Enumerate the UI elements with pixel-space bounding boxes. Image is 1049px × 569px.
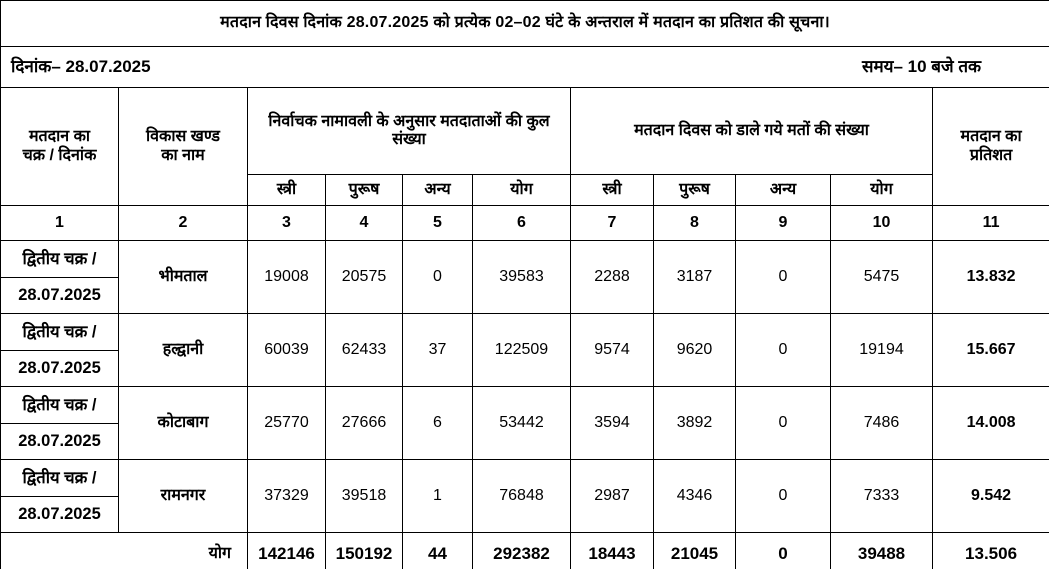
cell-electors-male: 27666: [326, 387, 403, 460]
total-electors-other: 44: [403, 533, 473, 569]
header-votes-female: स्त्री: [571, 175, 654, 206]
header-percent-line2: प्रतिशत: [969, 146, 1013, 164]
cell-votes-other: 0: [736, 460, 831, 533]
cell-votes-other: 0: [736, 314, 831, 387]
cell-electors-total: 53442: [473, 387, 571, 460]
column-number: 4: [326, 206, 403, 241]
cell-votes-male: 4346: [654, 460, 736, 533]
cell-votes-female: 9574: [571, 314, 654, 387]
header-electors-female: स्त्री: [248, 175, 326, 206]
cell-cycle: [1, 314, 119, 387]
title-row: [1, 1, 1049, 47]
header-electors-other: अन्य: [403, 175, 473, 206]
column-number: 7: [571, 206, 654, 241]
column-number: 6: [473, 206, 571, 241]
header-electors-male: पुरूष: [326, 175, 403, 206]
report-time: समय– 10 बजे तक: [861, 57, 982, 77]
column-number-row: [1, 206, 1049, 241]
cell-electors-other: 1: [403, 460, 473, 533]
cycle-date: 28.07.2025: [18, 358, 101, 377]
header-percent: [933, 88, 1049, 206]
header-cycle-line1: मतदान का: [28, 128, 91, 146]
cell-cycle: [1, 460, 119, 533]
cell-percent: 15.667: [933, 314, 1049, 387]
column-number: 11: [933, 206, 1049, 241]
header-group-votes: मतदान दिवस को डाले गये मतों की संख्या: [571, 88, 933, 175]
page-title: मतदान दिवस दिनांक 28.07.2025 को प्रत्येक 02–02 घंटे के अन्तराल में मतदान का प्रतिशत की सूचना।: [1, 1, 1049, 47]
cycle-name: द्वितीय चक्र /: [1, 315, 118, 351]
table-row: [1, 387, 1049, 460]
cycle-name: द्वितीय चक्र /: [1, 388, 118, 424]
cell-votes-female: 2987: [571, 460, 654, 533]
cell-electors-other: 6: [403, 387, 473, 460]
header-cycle: [1, 88, 119, 206]
column-number: 1: [1, 206, 119, 241]
cycle-date: 28.07.2025: [18, 504, 101, 523]
header-block-line1: विकास खण्ड: [146, 128, 220, 146]
cell-cycle: [1, 241, 119, 314]
cell-percent: 14.008: [933, 387, 1049, 460]
total-electors-female: 142146: [248, 533, 326, 569]
total-percent: 13.506: [933, 533, 1049, 569]
cell-votes-total: 7333: [831, 460, 933, 533]
total-votes-other: 0: [736, 533, 831, 569]
cell-block-name: रामनगर: [119, 460, 248, 533]
cell-block-name: हल्द्वानी: [119, 314, 248, 387]
header-electors-total: योग: [473, 175, 571, 206]
cell-block-name: भीमताल: [119, 241, 248, 314]
header-cycle-line2: चक्र / दिनांक: [22, 146, 97, 164]
cell-votes-other: 0: [736, 387, 831, 460]
cell-electors-female: 60039: [248, 314, 326, 387]
meta-cell: [1, 47, 1049, 88]
cell-votes-male: 3892: [654, 387, 736, 460]
header-votes-total: योग: [831, 175, 933, 206]
cell-electors-total: 122509: [473, 314, 571, 387]
cell-electors-other: 37: [403, 314, 473, 387]
total-electors-male: 150192: [326, 533, 403, 569]
cell-votes-total: 7486: [831, 387, 933, 460]
header-group-row: [1, 88, 1049, 175]
cell-votes-other: 0: [736, 241, 831, 314]
cell-cycle: [1, 387, 119, 460]
cell-electors-female: 19008: [248, 241, 326, 314]
column-number: 10: [831, 206, 933, 241]
cell-votes-female: 3594: [571, 387, 654, 460]
cycle-date: 28.07.2025: [18, 431, 101, 450]
report-date: दिनांक– 28.07.2025: [11, 57, 151, 77]
column-number: 5: [403, 206, 473, 241]
table-row: [1, 314, 1049, 387]
cell-percent: 9.542: [933, 460, 1049, 533]
cell-block-name: कोटाबाग: [119, 387, 248, 460]
table-row: [1, 241, 1049, 314]
cell-votes-female: 2288: [571, 241, 654, 314]
header-block-name: [119, 88, 248, 206]
table-row: [1, 460, 1049, 533]
cell-electors-male: 62433: [326, 314, 403, 387]
column-number: 3: [248, 206, 326, 241]
header-group-electors: निर्वाचक नामावली के अनुसार मतदाताओं की कुल संख्या: [248, 88, 571, 175]
header-votes-male: पुरूष: [654, 175, 736, 206]
cell-votes-total: 19194: [831, 314, 933, 387]
column-number: 8: [654, 206, 736, 241]
cell-electors-female: 25770: [248, 387, 326, 460]
total-row: [1, 533, 1049, 569]
cell-votes-total: 5475: [831, 241, 933, 314]
cycle-name: द्वितीय चक्र /: [1, 242, 118, 278]
cell-votes-male: 3187: [654, 241, 736, 314]
header-votes-other: अन्य: [736, 175, 831, 206]
total-votes-female: 18443: [571, 533, 654, 569]
column-number: 9: [736, 206, 831, 241]
cycle-date: 28.07.2025: [18, 285, 101, 304]
cell-electors-total: 76848: [473, 460, 571, 533]
total-label: योग: [1, 533, 248, 569]
header-percent-line1: मतदान का: [960, 128, 1022, 146]
total-votes-total: 39488: [831, 533, 933, 569]
cell-electors-other: 0: [403, 241, 473, 314]
cell-votes-male: 9620: [654, 314, 736, 387]
meta-row: [1, 47, 1049, 88]
cell-percent: 13.832: [933, 241, 1049, 314]
column-number: 2: [119, 206, 248, 241]
total-votes-male: 21045: [654, 533, 736, 569]
cycle-name: द्वितीय चक्र /: [1, 461, 118, 497]
cell-electors-male: 39518: [326, 460, 403, 533]
header-block-line2: का नाम: [161, 146, 205, 164]
total-electors-total: 292382: [473, 533, 571, 569]
cell-electors-total: 39583: [473, 241, 571, 314]
cell-electors-female: 37329: [248, 460, 326, 533]
cell-electors-male: 20575: [326, 241, 403, 314]
